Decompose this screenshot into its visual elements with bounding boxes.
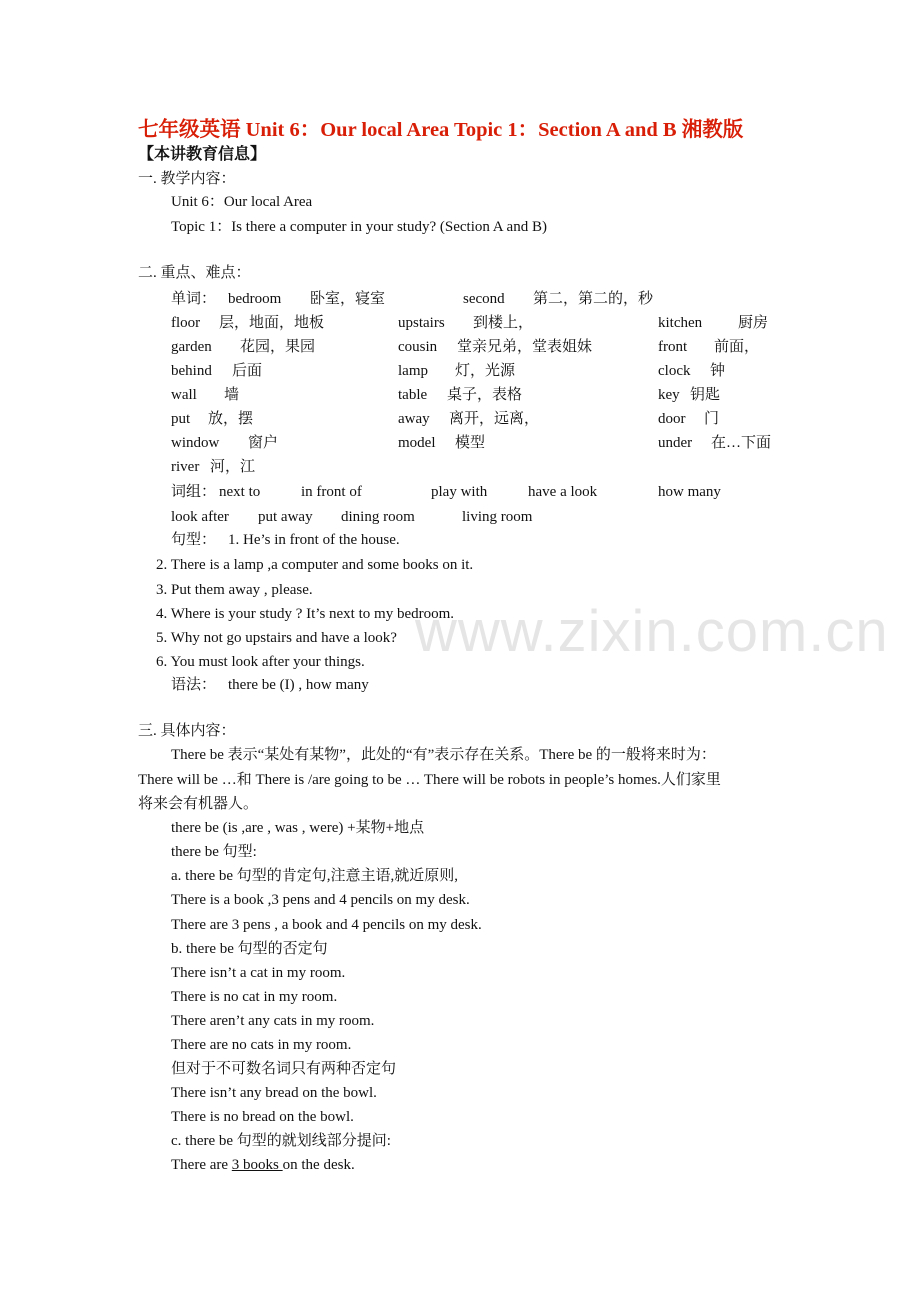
vocab-meaning: 门: [704, 411, 720, 427]
vocab-word: put: [171, 411, 191, 427]
document-title: 七年级英语 Unit 6：Our local Area Topic 1：Section A and B 湘教版: [138, 119, 744, 141]
vocab-word: front: [658, 339, 688, 355]
vocab-word: garden: [171, 339, 212, 355]
section1-line1: Unit 6：Our local Area: [171, 194, 313, 210]
sentence-item: 1. He’s in front of the house.: [228, 532, 400, 548]
watermark: www.zixin.com.cn: [415, 599, 889, 664]
content-line: There is no cat in my room.: [171, 989, 338, 1005]
vocab-word: key: [658, 387, 680, 403]
vocab-word: clock: [658, 363, 691, 379]
content-line: There are 3 pens , a book and 4 pencils on my desk.: [171, 917, 482, 933]
content-line: There aren’t any cats in my room.: [171, 1013, 375, 1029]
vocab-meaning: 前面，: [714, 339, 760, 355]
section1-heading: 一. 教学内容：: [138, 171, 236, 187]
sentence-item: 3. Put them away , please.: [156, 582, 313, 598]
phrase-item: living room: [462, 509, 533, 525]
section2-heading: 二. 重点、难点：: [138, 265, 251, 281]
content-line: There isn’t a cat in my room.: [171, 965, 346, 981]
vocab-meaning: 到楼上，: [473, 315, 534, 331]
phrase-item: have a look: [528, 484, 598, 500]
paragraph-line: There will be …和 There is /are going to be … There will be robots in people’s homes.人们家里: [138, 772, 721, 788]
vocab-meaning: 在…下面: [711, 435, 772, 451]
content-line: 但对于不可数名词只有两种否定句: [171, 1061, 397, 1077]
vocab-meaning: 钥匙: [690, 387, 721, 403]
content-line: There is a book ,3 pens and 4 pencils on my desk.: [171, 892, 470, 908]
vocab-word: door: [658, 411, 686, 427]
vocab-word: wall: [171, 387, 197, 403]
sentence-item: 2. There is a lamp ,a computer and some books on it.: [156, 557, 474, 573]
phrase-item: in front of: [301, 484, 362, 500]
vocab-meaning: 墙: [224, 387, 240, 403]
content-line: b. there be 句型的否定句: [171, 941, 328, 957]
vocab-word: behind: [171, 363, 212, 379]
vocab-meaning: 放，摆: [208, 411, 254, 427]
vocab-meaning: 离开，远离，: [449, 411, 540, 427]
sentence-item: 6. You must look after your things.: [156, 654, 365, 670]
vocab-word: lamp: [398, 363, 428, 379]
vocab-meaning: 窗户: [248, 435, 279, 451]
vocab-label: 单词：: [171, 291, 217, 307]
vocab-meaning: 后面: [232, 363, 263, 379]
section1-line2: Topic 1：Is there a computer in your study? (Section A and B): [171, 219, 547, 235]
phrase-label: 词组：: [171, 484, 217, 500]
phrase-item: next to: [219, 484, 261, 500]
grammar-label: 语法：: [171, 677, 217, 693]
text-span: on the desk.: [282, 1157, 355, 1173]
vocab-word: window: [171, 435, 220, 451]
vocab-word: model: [398, 435, 436, 451]
underlined-text: 3 books: [231, 1157, 283, 1173]
vocab-word: kitchen: [658, 315, 703, 331]
vocab-word: table: [398, 387, 428, 403]
vocab-word: second: [463, 291, 505, 307]
vocab-word: cousin: [398, 339, 438, 355]
content-line: There is no bread on the bowl.: [171, 1109, 354, 1125]
vocab-meaning: 厨房: [738, 315, 769, 331]
content-line: There are no cats in my room.: [171, 1037, 352, 1053]
vocab-meaning: 灯，光源: [455, 363, 516, 379]
content-line: a. there be 句型的肯定句,注意主语,就近原则,: [171, 868, 459, 884]
sentence-label: 句型：: [171, 532, 217, 548]
content-line: there be 句型:: [171, 844, 257, 860]
sentence-item: 5. Why not go upstairs and have a look?: [156, 630, 397, 646]
section-header: 【本讲教育信息】: [138, 146, 267, 163]
vocab-meaning: 花园，果园: [240, 339, 316, 355]
vocab-word: floor: [171, 315, 201, 331]
content-line: c. there be 句型的就划线部分提问:: [171, 1133, 391, 1149]
paragraph-line: There be 表示“某处有某物”，此处的“有”表示存在关系。There be 的一般将来时为：: [171, 747, 716, 763]
vocab-meaning: 第二，第二的，秒: [533, 291, 654, 307]
vocab-meaning: 钟: [710, 363, 726, 379]
vocab-meaning: 卧室，寝室: [310, 291, 386, 307]
phrase-item: put away: [258, 509, 313, 525]
vocab-word: upstairs: [398, 315, 445, 331]
content-line-last: [171, 1156, 355, 1174]
vocab-meaning: 河，江: [210, 459, 256, 475]
text-span: There are: [171, 1157, 232, 1173]
vocab-word: under: [658, 435, 693, 451]
grammar-text: there be (I) , how many: [228, 677, 369, 693]
vocab-meaning: 堂亲兄弟，堂表姐妹: [457, 339, 593, 355]
sentence-item: 4. Where is your study ? It’s next to my bedroom.: [156, 606, 455, 622]
vocab-word: away: [398, 411, 430, 427]
phrase-item: dining room: [341, 509, 415, 525]
vocab-word: river: [171, 459, 200, 475]
vocab-meaning: 桌子，表格: [447, 387, 523, 403]
vocab-meaning: 模型: [455, 435, 486, 451]
vocab-meaning: 层，地面，地板: [219, 315, 325, 331]
content-line: there be (is ,are , was , were) +某物+地点: [171, 820, 425, 836]
phrase-item: how many: [658, 484, 721, 500]
phrase-item: look after: [171, 509, 229, 525]
paragraph-line: 将来会有机器人。: [138, 796, 259, 812]
section3-heading: 三. 具体内容：: [138, 723, 236, 739]
content-line: There isn’t any bread on the bowl.: [171, 1085, 377, 1101]
phrase-item: play with: [431, 484, 488, 500]
vocab-word: bedroom: [228, 291, 282, 307]
